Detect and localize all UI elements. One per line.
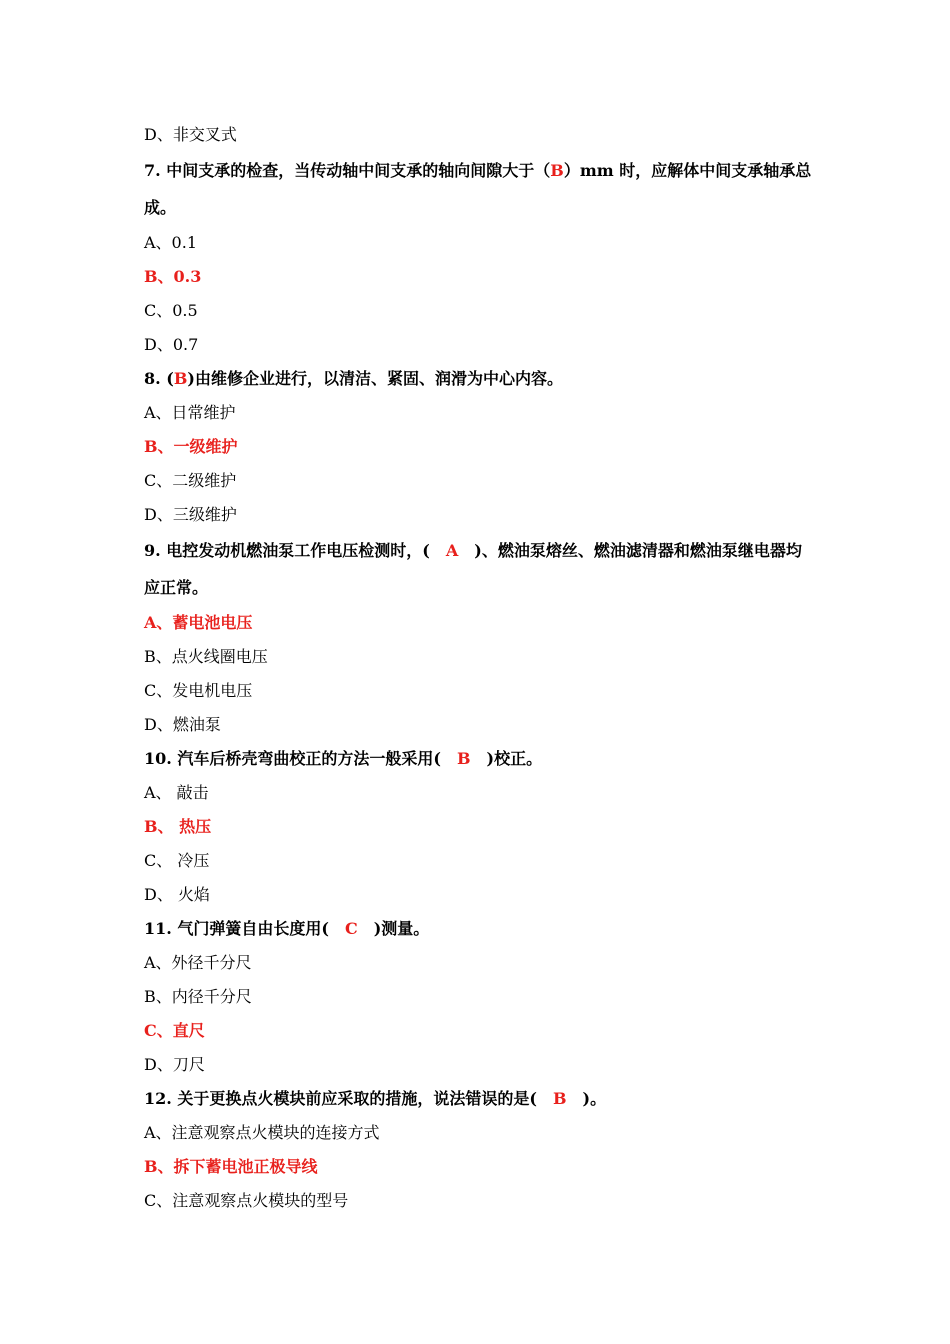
option-line: A、日常维护 bbox=[144, 403, 236, 422]
option-line: D、 火焰 bbox=[144, 885, 210, 904]
option-line: D、刀尺 bbox=[144, 1055, 205, 1074]
answer-mark: B bbox=[552, 1089, 567, 1108]
document-page bbox=[144, 118, 814, 1218]
option-line: C、发电机电压 bbox=[144, 681, 253, 700]
option-line: A、注意观察点火模块的连接方式 bbox=[144, 1123, 380, 1142]
option-line: D、三级维护 bbox=[144, 505, 237, 524]
question-text: )校正。 bbox=[470, 749, 543, 768]
option-line: A、0.1 bbox=[144, 233, 198, 252]
option-line: B、内径千分尺 bbox=[144, 987, 252, 1006]
question-text: 7. 中间支承的检查，当传动轴中间支承的轴向间隙大于（ bbox=[144, 161, 551, 180]
answer-mark: B bbox=[173, 369, 188, 388]
correct-option-line: B、 热压 bbox=[144, 817, 212, 836]
option-line: D、0.7 bbox=[144, 335, 199, 354]
question-text: 11. 气门弹簧自由长度用( bbox=[144, 919, 345, 938]
option-line: D、非交叉式 bbox=[144, 125, 237, 144]
question-text: )。 bbox=[566, 1089, 607, 1108]
option-line: D、燃油泵 bbox=[144, 715, 221, 734]
option-line: C、 冷压 bbox=[144, 851, 210, 870]
option-line: A、外径千分尺 bbox=[144, 953, 252, 972]
question-text: )测量。 bbox=[357, 919, 430, 938]
option-line: C、注意观察点火模块的型号 bbox=[144, 1191, 349, 1210]
correct-option-line: A、蓄电池电压 bbox=[144, 613, 253, 632]
option-line: C、0.5 bbox=[144, 301, 198, 320]
question-text: 8. ( bbox=[144, 369, 174, 388]
answer-mark: C bbox=[344, 919, 358, 938]
question-text: )由维修企业进行，以清洁、紧固、润滑为中心内容。 bbox=[187, 369, 563, 388]
question-11 bbox=[144, 912, 814, 946]
question-text: ）mm 时，应解体中间支承轴承总成。 bbox=[144, 161, 812, 217]
question-8 bbox=[144, 362, 814, 396]
question-9 bbox=[144, 532, 814, 606]
answer-mark: B bbox=[550, 161, 564, 180]
question-10 bbox=[144, 742, 814, 776]
question-text: 12. 关于更换点火模块前应采取的措施，说法错误的是( bbox=[144, 1089, 553, 1108]
option-line: A、 敲击 bbox=[144, 783, 209, 802]
question-text: 9. 电控发动机燃油泵工作电压检测时，( bbox=[144, 541, 446, 560]
question-text: )、燃油泵熔丝、燃油滤清器和燃油泵继电器均应正常。 bbox=[144, 541, 802, 597]
question-12 bbox=[144, 1082, 814, 1116]
correct-option-line: B、拆下蓄电池正极导线 bbox=[144, 1157, 318, 1176]
correct-option-line: C、直尺 bbox=[144, 1021, 205, 1040]
question-text: 10. 汽车后桥壳弯曲校正的方法一般采用( bbox=[144, 749, 457, 768]
option-line: B、点火线圈电压 bbox=[144, 647, 268, 666]
correct-option-line: B、一级维护 bbox=[144, 437, 238, 456]
question-7 bbox=[144, 152, 814, 226]
answer-mark: B bbox=[456, 749, 471, 768]
answer-mark: A bbox=[445, 541, 459, 560]
option-line: C、二级维护 bbox=[144, 471, 237, 490]
correct-option-line: B、0.3 bbox=[144, 267, 202, 286]
